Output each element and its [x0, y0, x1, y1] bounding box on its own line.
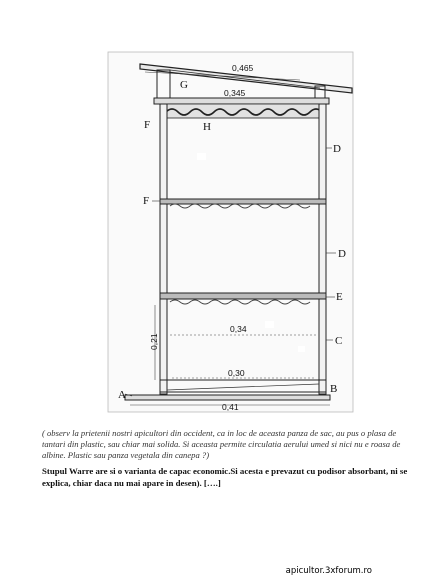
top-bars-middle: [160, 199, 326, 204]
top-bars-lower: [160, 293, 326, 299]
label-a: A: [118, 389, 126, 401]
dim-inner-top-width: 0,345: [224, 88, 246, 98]
right-wall: [319, 104, 326, 394]
quilt-top-board: [154, 98, 329, 104]
footer-site-text: apicultor.3xforum.ro: [285, 566, 372, 576]
base-board: [125, 395, 330, 400]
caption-bold-text: Stupul Warre are si o varianta de capac economic.Si acesta e prevazut cu podisor absorbant, ni se explica, chiar daca nu mai apare in desen). [….]: [42, 466, 408, 488]
label-d-upper: D: [333, 143, 341, 155]
label-f-top: F: [144, 119, 151, 131]
dim-box-height: 0,21: [149, 333, 159, 350]
label-h: H: [203, 121, 211, 133]
dim-base-width: 0,41: [222, 402, 239, 412]
left-wall: [160, 104, 167, 394]
scan-patch: [197, 153, 206, 160]
label-c: C: [335, 335, 343, 347]
label-g: G: [180, 79, 188, 91]
dim-bottom-inner-width: 0,30: [228, 368, 245, 378]
label-b: B: [330, 383, 338, 395]
label-e: E: [336, 291, 343, 303]
dim-box-inner-width: 0,34: [230, 324, 247, 334]
footer-bar: [0, 558, 444, 581]
caption-italic-text: ( observ la prietenii nostri apicultori din occident, ca in loc de aceasta panza de sac, au pus o plasa de tantari din plastic, sau chiar mai solida. Si aceasta permite circulatia aerului umed si nici nu e roasa de albine. Plastic sau panza vegetala din canepa ?): [42, 428, 401, 460]
label-d-lower: D: [338, 248, 346, 260]
scan-patch: [265, 321, 274, 328]
label-f-mid: F: [143, 195, 150, 207]
dim-roof-width: 0,465: [232, 63, 254, 73]
scan-patch: [298, 346, 305, 352]
